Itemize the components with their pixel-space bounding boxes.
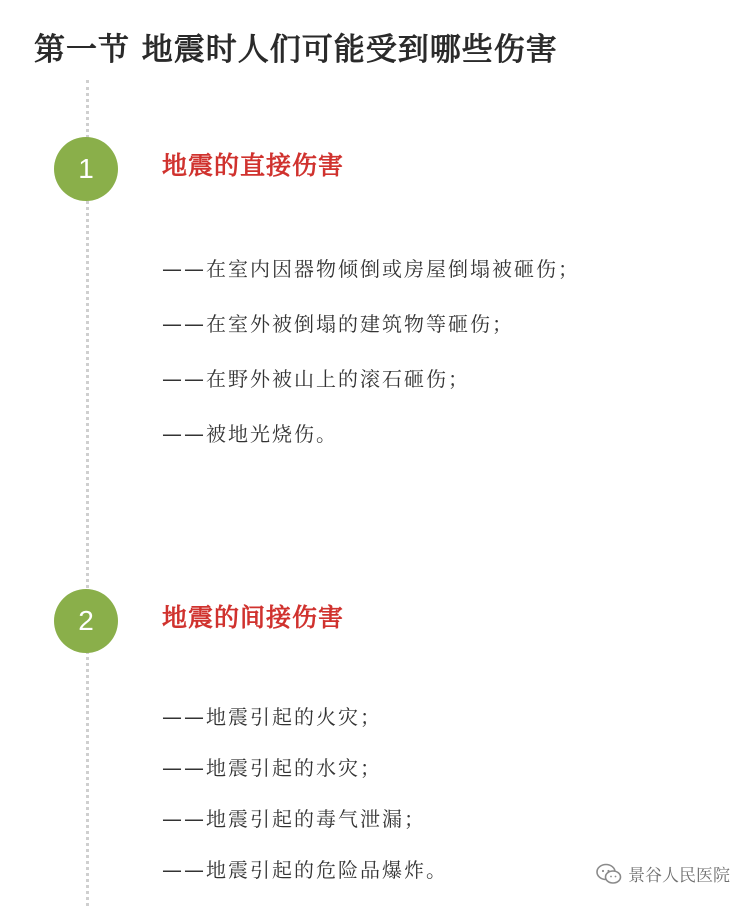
item-list [162, 692, 448, 896]
list-item: ——地震引起的危险品爆炸。 [162, 858, 448, 882]
page-title: 第一节 地震时人们可能受到哪些伤害 [34, 32, 558, 68]
watermark-text: 景谷人民医院 [628, 866, 730, 886]
list-item: ——地震引起的水灾； [162, 756, 382, 780]
list-item: ——在室内因器物倾倒或房屋倒塌被砸伤； [162, 257, 580, 281]
timeline-line [86, 80, 89, 906]
wechat-icon [596, 863, 622, 885]
watermark [596, 861, 730, 886]
list-item: ——在室外被倒塌的建筑物等砸伤； [162, 312, 514, 336]
item-list [162, 242, 580, 462]
step-number-badge: 1 [54, 137, 118, 201]
list-item: ——地震引起的毒气泄漏； [162, 807, 426, 831]
list-item: ——被地光烧伤。 [162, 422, 338, 446]
list-item: ——在野外被山上的滚石砸伤； [162, 367, 470, 391]
section-heading: 地震的间接伤害 [162, 603, 345, 632]
step-number-badge: 2 [54, 589, 118, 653]
section-heading: 地震的直接伤害 [162, 151, 345, 180]
list-item: ——地震引起的火灾； [162, 705, 382, 729]
